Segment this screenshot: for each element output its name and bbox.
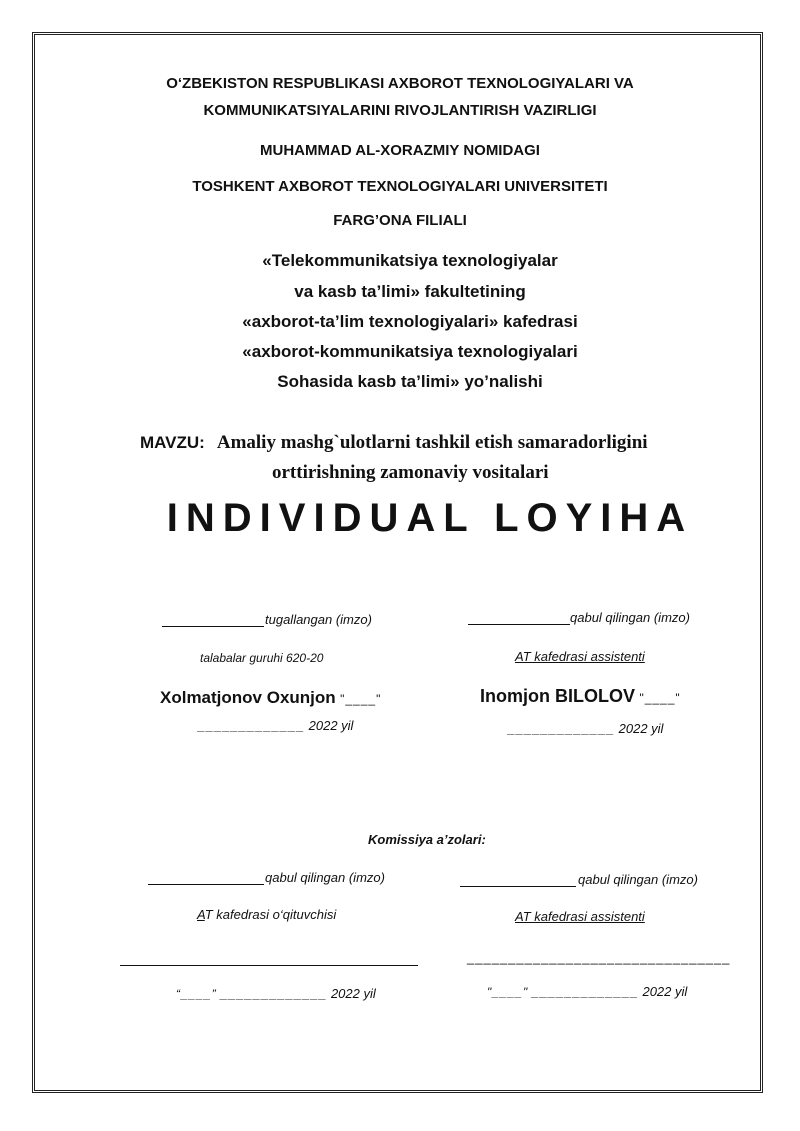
right-year: 2022 yil — [618, 721, 664, 736]
topic-row — [140, 432, 648, 454]
commission-left-date-blank: _____________ — [220, 986, 328, 1001]
header-line-5: FARG’ONA FILIALI — [333, 212, 467, 229]
faculty-line-4: «axborot-kommunikatsiya texnologiyalari — [242, 342, 578, 361]
commission-right-date-blank: _____________ — [531, 984, 639, 999]
header-line-1: O‘ZBEKISTON RESPUBLIKASI AXBOROT TEXNOLOGIYALARI VA — [166, 75, 634, 92]
faculty-line-2: va kasb ta’limi» fakultetining — [294, 282, 526, 301]
left-date-row — [198, 718, 353, 733]
left-group-label: talabalar guruhi 620-20 — [200, 651, 324, 665]
faculty-line-1: «Telekommunikatsiya texnologiyalar — [262, 251, 558, 270]
right-date-blank: _____________ — [508, 721, 615, 736]
faculty-line-5: Sohasida kasb ta’limi» yo’nalishi — [277, 372, 543, 391]
right-date-row — [508, 721, 663, 736]
left-signed-label: tugallangan (imzo) — [265, 612, 372, 627]
right-signature-line — [468, 624, 570, 625]
faculty-line-3: «axborot-ta’lim texnologiyalari» kafedrasi — [242, 312, 578, 331]
header-line-2: KOMMUNIKATSIYALARINI RIVOJLANTIRISH VAZIRLIGI — [203, 102, 597, 119]
right-role-label: AT kafedrasi assistenti — [515, 649, 645, 664]
left-name-row — [160, 688, 381, 708]
commission-left-role — [197, 907, 336, 922]
left-date-blank: _____________ — [198, 718, 305, 733]
commission-left-signature-line — [148, 884, 264, 885]
commission-left-name-line — [120, 965, 418, 966]
assistant-name: Inomjon BILOLOV — [480, 686, 635, 706]
commission-title: Komissiya a’zolari: — [368, 832, 486, 847]
right-name-row — [480, 686, 681, 707]
right-quote-blank: "____" — [639, 691, 681, 705]
left-signature-line — [162, 626, 264, 627]
left-quote-blank: "____" — [340, 692, 382, 706]
commission-right-date-row — [487, 984, 687, 999]
left-year: 2022 yil — [308, 718, 354, 733]
commission-right-signed-label: qabul qilingan (imzo) — [578, 872, 698, 887]
header-line-3: MUHAMMAD AL-XORAZMIY NOMIDAGI — [260, 142, 540, 159]
commission-left-year: 2022 yil — [330, 986, 376, 1001]
commission-right-signature-line — [460, 886, 576, 887]
commission-left-quote-blank: “____” — [176, 987, 217, 1001]
commission-left-date-row — [176, 986, 376, 1001]
commission-left-signed-label: qabul qilingan (imzo) — [265, 870, 385, 885]
commission-right-quote-blank: "____" — [487, 985, 529, 999]
topic-label: MAVZU: — [140, 433, 205, 452]
topic-line-2: orttirishning zamonaviy vositalari — [272, 462, 549, 483]
commission-left-role-rest: T kafedrasi o‘qituvchisi — [204, 907, 337, 922]
right-signed-label: qabul qilingan (imzo) — [570, 610, 690, 625]
header-line-4: TOSHKENT AXBOROT TEXNOLOGIYALARI UNIVERSITETI — [192, 178, 608, 195]
commission-right-name-blank: ________________________________ — [467, 950, 731, 965]
student-name: Xolmatjonov Oxunjon — [160, 688, 336, 707]
document-title: INDIVIDUAL LOYIHA — [166, 496, 694, 540]
commission-right-year: 2022 yil — [642, 984, 688, 999]
commission-left-role-first: A — [197, 907, 205, 922]
commission-right-role: AT kafedrasi assistenti — [515, 909, 645, 924]
topic-line-1: Amaliy mashg`ulotlarni tashkil etish samaradorligini — [216, 432, 648, 453]
